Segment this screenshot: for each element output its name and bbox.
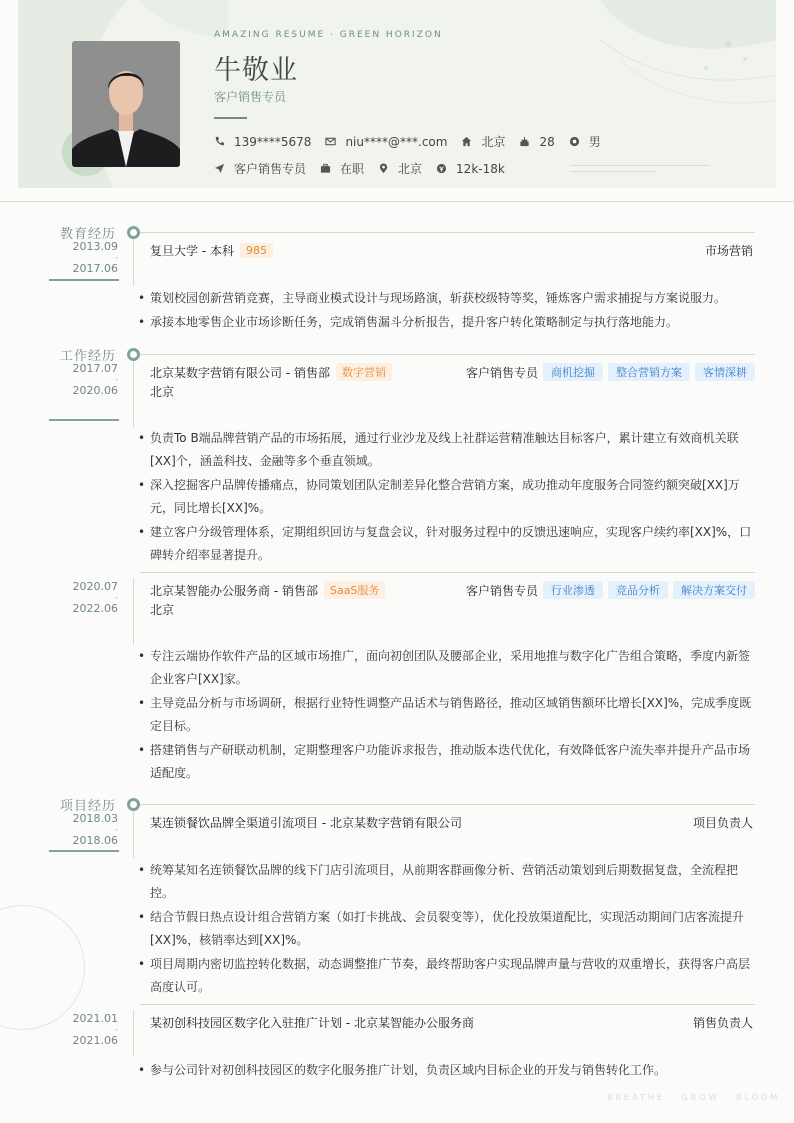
footer-watermark: BREATHE · GROW · BLOOM	[607, 1093, 781, 1102]
project-title: 某初创科技园区数字化入驻推广计划 - 北京某智能办公服务商	[150, 1016, 474, 1030]
work-city: 北京	[150, 385, 175, 399]
date-end: 2022.06	[72, 602, 118, 615]
hometown-text: 北京	[481, 135, 506, 149]
school-title: 复旦大学 - 本科	[150, 244, 234, 258]
school-tag: 985	[240, 243, 273, 258]
job-status-text: 在职	[340, 162, 365, 176]
bullet-item: • 结合节假日热点设计组合营销方案（如打卡挑战、会员裂变等），优化投放渠道配比，实现活动期间门店客流提升[XX]%，核销率达到[XX]%。	[138, 906, 756, 952]
skill-tag: 行业渗透	[543, 581, 603, 599]
target-city-item	[378, 160, 422, 177]
date-end: 2017.06	[72, 262, 118, 275]
bullet-item: • 建立客户分级管理体系，定期组织回访与复盘会议，针对服务过程中的反馈迅速响应，实现客户续约率[XX]%，口碑转介绍率显著提升。	[138, 521, 756, 567]
money-icon	[436, 163, 447, 174]
bullet-item: • 参与公司针对初创科技园区的数字化服务推广计划，负责区域内目标企业的开发与销售转化工作。	[138, 1059, 756, 1082]
phone-item	[214, 135, 311, 149]
project-entry-head	[150, 1014, 755, 1031]
work-date	[48, 581, 118, 614]
target-role-text: 客户销售专员	[234, 162, 307, 176]
skill-tag: 客情深耕	[695, 363, 755, 381]
timeline-rail	[133, 1010, 134, 1057]
bullet-item: • 项目周期内密切监控转化数据，动态调整推广节奏，最终帮助客户实现品牌声量与营收的双重增长，获得客户高层高度认可。	[138, 953, 756, 999]
email-item	[325, 135, 447, 149]
entry-divider	[140, 572, 755, 573]
date-end: 2018.06	[72, 834, 118, 847]
project-bullets	[138, 1059, 756, 1083]
date-dash: -	[115, 253, 118, 262]
work-entry-head	[150, 581, 755, 599]
mail-icon	[325, 136, 336, 147]
work-date	[48, 363, 118, 396]
status-row	[214, 160, 519, 177]
project-role: 项目负责人	[692, 816, 753, 830]
bullet-item: • 专注云端协作软件产品的区域市场推广，面向初创团队及腰部企业，采用地推与数字化广告组合策略，季度内新签企业客户[XX]家。	[138, 645, 756, 691]
date-start: 2017.07	[72, 362, 118, 375]
date-start: 2021.01	[72, 1012, 118, 1025]
age-item	[519, 135, 554, 149]
bullet-item: • 负责To B端品牌营销产品的市场拓展，通过行业沙龙及线上社群运营精准触达目标客户，累计建立有效商机关联[XX]个，涵盖科技、金融等多个垂直领域。	[138, 427, 756, 473]
candidate-role: 客户销售专员	[214, 90, 287, 104]
project-bullets	[138, 859, 756, 1000]
location-pin-icon	[378, 163, 389, 174]
send-icon	[214, 163, 225, 174]
date-end: 2021.06	[72, 1034, 118, 1047]
section-underline	[49, 279, 119, 281]
resume-eyebrow: AMAZING RESUME · GREEN HORIZON	[214, 30, 443, 40]
entry-divider	[140, 804, 755, 805]
entry-divider	[140, 354, 755, 355]
project-entry-head	[150, 814, 755, 831]
date-dash: -	[115, 1025, 118, 1034]
job-role: 客户销售专员	[465, 365, 538, 380]
education-bullets	[138, 287, 756, 335]
email-text: niu****@***.com	[345, 134, 448, 149]
bullet-item: • 统筹某知名连锁餐饮品牌的线下门店引流项目，从前期客群画像分析、营销活动策划到后期数据复盘，全流程把控。	[138, 859, 756, 905]
timeline-rail	[133, 238, 134, 286]
target-role-item	[214, 160, 306, 177]
candidate-name: 牛敬业	[214, 55, 298, 86]
skill-tag: 竞品分析	[608, 581, 668, 599]
date-start: 2013.09	[72, 240, 118, 253]
entry-divider	[140, 1004, 755, 1005]
contact-row	[214, 133, 615, 150]
salary-item	[436, 162, 505, 176]
timeline-rail	[133, 810, 134, 858]
gender-item	[569, 133, 601, 150]
header-divider	[0, 201, 794, 202]
cake-icon	[519, 136, 530, 147]
project-role: 销售负责人	[692, 1016, 753, 1030]
timeline-dot	[127, 226, 140, 239]
project-date	[48, 813, 118, 846]
phone-text: 139****5678	[234, 134, 312, 149]
education-entry-head	[150, 242, 755, 259]
project-title: 某连锁餐饮品牌全渠道引流项目 - 北京某数字营销有限公司	[150, 816, 462, 830]
work-city: 北京	[150, 603, 175, 617]
section-underline	[49, 850, 119, 852]
gender-text: 男	[588, 135, 601, 149]
header-thin-lines	[570, 165, 710, 173]
phone-icon	[214, 136, 225, 147]
date-dash: -	[115, 593, 118, 602]
section-title-education: 教育经历	[60, 227, 117, 242]
skill-tag: 整合营销方案	[608, 363, 690, 381]
date-dash: -	[115, 825, 118, 834]
bullet-item: • 深入挖掘客户品牌传播痛点，协同策划团队定制差异化整合营销方案，成功推动年度服务合同签约额突破[XX]万元，同比增长[XX]%。	[138, 474, 756, 520]
role-underline	[214, 117, 247, 119]
bullet-item: • 承接本地零售企业市场诊断任务，完成销售漏斗分析报告，提升客户转化策略制定与执行落地能力。	[138, 311, 756, 334]
date-start: 2020.07	[72, 580, 118, 593]
gender-icon	[569, 136, 580, 147]
decorative-blob-right	[560, 0, 776, 130]
briefcase-icon	[320, 163, 331, 174]
bullet-item: • 搭建销售与产研联动机制，定期整理客户功能诉求报告，推动版本迭代优化，有效降低客户流失率并提升产品市场适配度。	[138, 739, 756, 785]
section-title-project: 项目经历	[60, 799, 117, 814]
profile-photo	[72, 41, 180, 167]
skill-tag: 解决方案交付	[673, 581, 755, 599]
bullet-item: • 策划校园创新营销竞赛，主导商业模式设计与现场路演，斩获校级特等奖，锤炼客户需求捕捉与方案说服力。	[138, 287, 756, 310]
industry-tag: 数字营销	[336, 363, 392, 381]
salary-text: 12k-18k	[456, 161, 505, 176]
age-text: 28	[539, 134, 555, 149]
industry-tag: SaaS服务	[324, 581, 385, 599]
date-start: 2018.03	[72, 812, 118, 825]
date-dash: -	[115, 375, 118, 384]
timeline-dot	[127, 348, 140, 361]
section-underline	[49, 419, 119, 421]
work-bullets	[138, 427, 756, 568]
skill-tag: 商机挖掘	[543, 363, 603, 381]
timeline-rail	[133, 360, 134, 427]
section-title-work: 工作经历	[60, 349, 117, 364]
major: 市场营销	[704, 244, 753, 258]
work-entry-head	[150, 363, 755, 381]
education-date	[48, 241, 118, 274]
company-title: 北京某智能办公服务商 - 销售部	[150, 583, 318, 598]
home-icon	[461, 136, 472, 147]
bullet-item: • 主导竞品分析与市场调研，根据行业特性调整产品话术与销售路径，推动区域销售额环比增长[XX]%，完成季度既定目标。	[138, 692, 756, 738]
work-bullets	[138, 645, 756, 786]
company-title: 北京某数字营销有限公司 - 销售部	[150, 365, 330, 380]
timeline-dot	[127, 798, 140, 811]
date-end: 2020.06	[72, 384, 118, 397]
hometown-item	[461, 133, 505, 150]
job-role: 客户销售专员	[465, 583, 538, 598]
job-status-item	[320, 160, 364, 177]
timeline-rail	[133, 578, 134, 645]
entry-divider	[140, 232, 755, 233]
target-city-text: 北京	[398, 162, 423, 176]
